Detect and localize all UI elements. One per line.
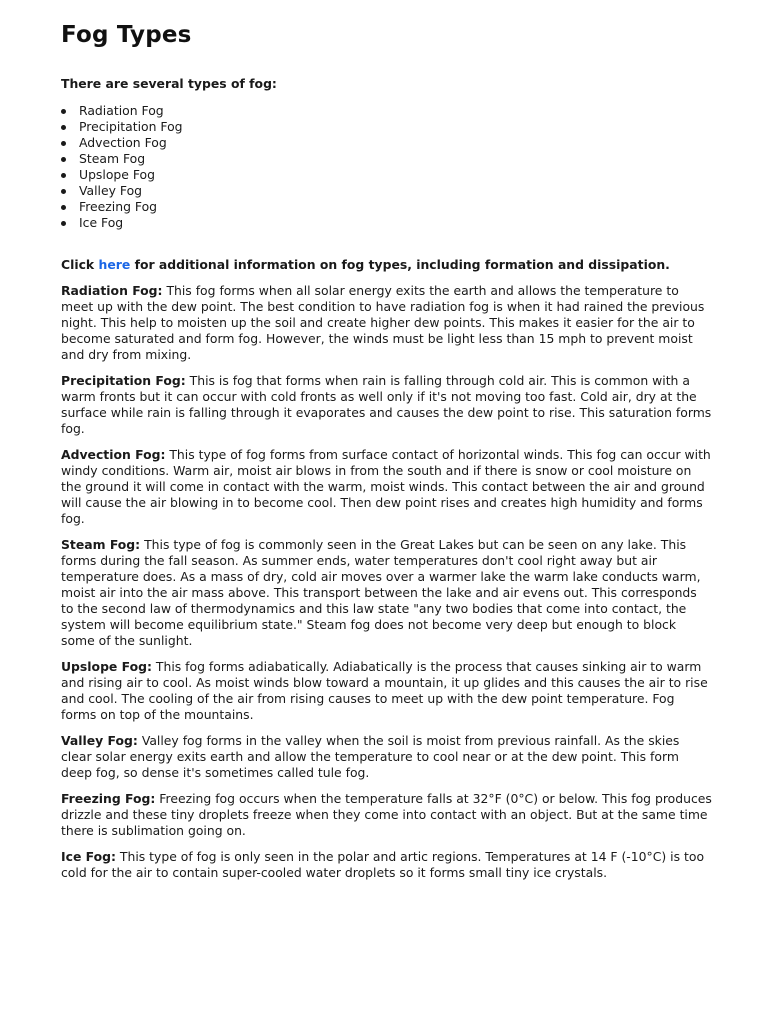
- description-steam-fog: [61, 537, 712, 649]
- description-ice-fog: [61, 849, 712, 881]
- term-label: Valley Fog:: [61, 733, 138, 748]
- description-text: Freezing fog occurs when the temperature falls at 32°F (0°C) or below. This fog produces drizzle and these tiny droplets freeze when they come into contact with an object. But at the same time there is sublimation going on.: [61, 791, 712, 838]
- fog-types-list: [61, 103, 712, 231]
- description-valley-fog: [61, 733, 712, 781]
- bullet-icon: [61, 141, 66, 146]
- bullet-icon: [61, 157, 66, 162]
- list-item: [61, 151, 712, 167]
- description-text: This is fog that forms when rain is falling through cold air. This is common with a warm fronts but it can occur with cold fronts as well only if it's not moving too fast. Cold air, dry at the surface while rain is falling through it evaporates and causes the dew point to rise. This saturation forms fog.: [61, 373, 712, 436]
- list-item: [61, 119, 712, 135]
- list-item-label: Steam Fog: [79, 151, 146, 166]
- term-label: Ice Fog:: [61, 849, 116, 864]
- list-item-label: Freezing Fog: [79, 199, 158, 214]
- bullet-icon: [61, 173, 66, 178]
- description-precipitation-fog: [61, 373, 712, 437]
- list-item: [61, 215, 712, 231]
- bullet-icon: [61, 189, 66, 194]
- list-item-label: Ice Fog: [79, 215, 124, 230]
- bullet-icon: [61, 221, 66, 226]
- description-advection-fog: [61, 447, 712, 527]
- here-link[interactable]: here: [98, 257, 131, 272]
- page-title: Fog Types: [61, 22, 192, 48]
- list-item-label: Advection Fog: [79, 135, 167, 150]
- list-item: [61, 183, 712, 199]
- more-info-suffix: for additional information on fog types, including formation and dissipation.: [130, 257, 670, 272]
- term-label: Steam Fog:: [61, 537, 141, 552]
- intro-text: There are several types of fog:: [61, 76, 277, 91]
- description-text: This fog forms when all solar energy exits the earth and allows the temperature to meet up with the dew point. The best condition to have radiation fog is when it had rained the previous night. This help to moisten up the soil and create higher dew points. This makes it easier for the air to become saturated and form fog. However, the winds must be light less than 15 mph to prevent moist and dry from mixing.: [61, 283, 705, 362]
- list-item: [61, 167, 712, 183]
- list-item-label: Upslope Fog: [79, 167, 155, 182]
- list-item-label: Radiation Fog: [79, 103, 164, 118]
- list-item-label: Valley Fog: [79, 183, 143, 198]
- term-label: Freezing Fog:: [61, 791, 156, 806]
- description-text: This type of fog is only seen in the polar and artic regions. Temperatures at 14 F (-10°C) is too cold for the air to contain super-cooled water droplets so it forms small tiny ice crystals.: [61, 849, 705, 880]
- description-text: This fog forms adiabatically. Adiabatically is the process that causes sinking air to warm and rising air to cool. As moist winds blow toward a mountain, it up glides and this causes the air to rise and cool. The cooling of the air from rising causes to meet up with the dew point temperature. Fog forms on top of the mountains.: [61, 659, 708, 722]
- bullet-icon: [61, 205, 66, 210]
- term-label: Radiation Fog:: [61, 283, 163, 298]
- list-item: [61, 135, 712, 151]
- list-item: [61, 103, 712, 119]
- term-label: Advection Fog:: [61, 447, 166, 462]
- description-text: Valley fog forms in the valley when the soil is moist from previous rainfall. As the skies clear solar energy exits earth and allow the temperature to cool near or at the dew point. This form deep fog, so dense it's sometimes called tule fog.: [61, 733, 680, 780]
- description-text: This type of fog forms from surface contact of horizontal winds. This fog can occur with windy conditions. Warm air, moist air blows in from the south and if there is snow or cool moisture on the ground it will come in contact with the warm, moist winds. This contact between the air and ground will cause the air blowing in to become cool. Then dew point rises and creates high humidity and forms fog.: [61, 447, 711, 526]
- description-freezing-fog: [61, 791, 712, 839]
- description-text: This type of fog is commonly seen in the Great Lakes but can be seen on any lake. This forms during the fall season. As summer ends, water temperatures don't cool right away but air temperature does. As a mass of dry, cold air moves over a warmer lake the warm lake conducts warm, moist air into the air mass above. This transport between the lake and air evens out. This corresponds to the second law of thermodynamics and this law state "any two bodies that come into contact, the system will become equilibrium state." Steam fog does not become very deep but enough to block some of the sunlight.: [61, 537, 701, 648]
- bullet-icon: [61, 109, 66, 114]
- term-label: Upslope Fog:: [61, 659, 152, 674]
- more-info-prefix: Click: [61, 257, 99, 272]
- more-info-line: [61, 257, 712, 273]
- list-item: [61, 199, 712, 215]
- list-item-label: Precipitation Fog: [79, 119, 183, 134]
- description-radiation-fog: [61, 283, 712, 363]
- bullet-icon: [61, 125, 66, 130]
- description-upslope-fog: [61, 659, 712, 723]
- term-label: Precipitation Fog:: [61, 373, 186, 388]
